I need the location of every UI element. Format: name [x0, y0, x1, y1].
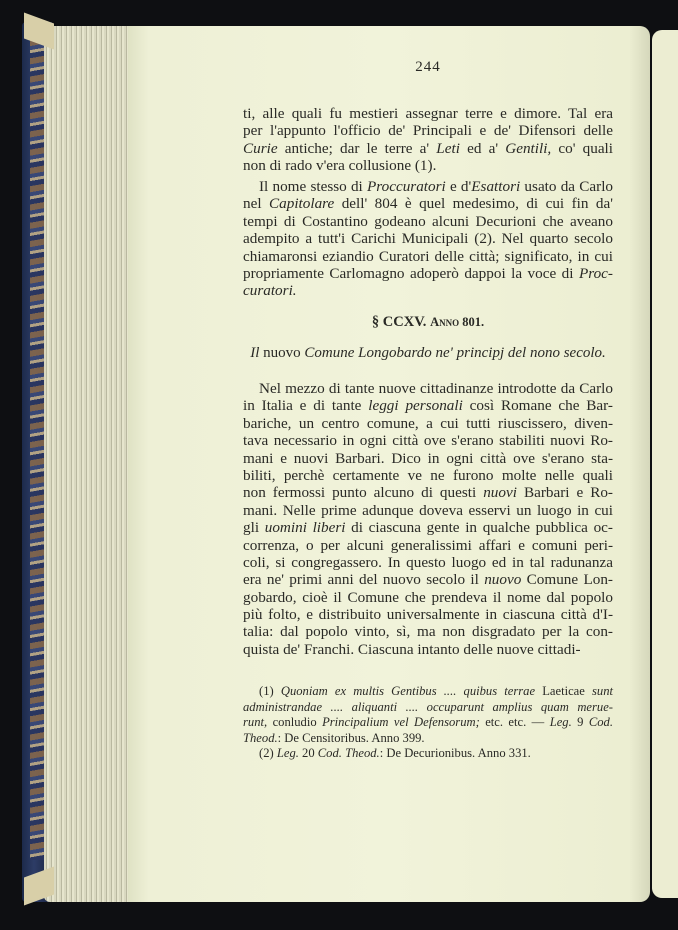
text-segment: in Italia e di tante [243, 397, 369, 415]
italic-text: Il [250, 345, 260, 361]
section-subtitle [243, 344, 613, 362]
italic-text: Quoniam ex multis Gentibus .... quibus terrae [280, 684, 536, 698]
paragraph-3 [243, 380, 613, 658]
text-line [243, 641, 613, 658]
italic-text: runt, [243, 715, 268, 730]
section-heading [243, 313, 613, 331]
italic-text: Esattori [471, 178, 521, 195]
footnotes [243, 684, 613, 762]
text-segment: gobardo, cioè il Comune che prendeva il nome dal popolo [243, 588, 613, 606]
text-segment: quista de' Franchi. Ciascuna intanto delle nuove cittadi- [243, 640, 581, 658]
text-segment: Barbari e Ro- [516, 484, 613, 502]
text-line [243, 450, 613, 467]
italic-text: Principalium vel Defensorum; [322, 715, 480, 730]
text-segment: Comune Lon- [521, 571, 613, 589]
text-segment: era ne' primi anni del nuovo secolo il [243, 571, 485, 589]
text-line [243, 105, 613, 122]
italic-text: Proc- [578, 264, 613, 282]
text-segment: ed a' [459, 139, 506, 157]
text-line [243, 248, 613, 265]
italic-text: Capitolare [269, 195, 335, 213]
italic-text: Leg. [276, 746, 299, 761]
text-segment: etc. etc. — [479, 715, 550, 730]
text-segment: tava necessario in ogni città ove s'erano stabiliti nuovi Ro- [243, 432, 613, 450]
text-segment: tempi di Costantino godeano alcuni Decurioni che aveano [243, 212, 613, 230]
text-segment: gli [243, 519, 265, 537]
text-segment: così Romane che Bar- [462, 397, 613, 415]
text-line [243, 519, 613, 536]
text-segment: correnza, o per alcuni generalissimi affari e comuni peri- [243, 536, 613, 554]
text-segment: dell' 804 è quel medesimo, di cui fin da' [334, 195, 613, 213]
text-line [243, 140, 613, 157]
text-line [243, 265, 613, 282]
text-line [243, 195, 613, 212]
text-line [243, 415, 613, 432]
text-line [243, 122, 613, 139]
marbled-edge [30, 40, 44, 860]
text-line [243, 282, 613, 299]
text-segment: coli, si congregassero. In questo luogo ed in tal radunanza [243, 553, 613, 571]
paragraph-1 [243, 105, 613, 175]
italic-text: leggi personali [368, 397, 463, 415]
text-line [243, 467, 613, 484]
italic-text: nuovo [484, 571, 522, 589]
text-line [243, 606, 613, 623]
italic-text: Cod. Theod. [317, 746, 380, 761]
text-segment: chiamaronsi eziandio Curatori delle città; significato, in cui [243, 247, 613, 265]
text-segment: usato da Carlo [520, 178, 614, 195]
text-segment: e d' [445, 178, 472, 195]
text-segment: biliti, perchè certamente ve ne furono molte nelle quali [243, 466, 613, 484]
text-line [243, 178, 613, 195]
text-segment: (2) [259, 746, 277, 761]
text-segment: bariche, un centro comune, a cui tutti riuscissero, diven- [243, 414, 613, 432]
italic-text: sunt [592, 684, 613, 698]
italic-text: Theod. [243, 730, 278, 745]
text-line [243, 502, 613, 519]
section-year: Anno 801. [430, 315, 485, 329]
text-line [243, 537, 613, 554]
text-line [243, 715, 613, 731]
text-segment: : De Censitoribus. Anno 399. [277, 730, 425, 745]
text-segment: talia: dal popolo vinto, sì, ma non disgradato per la con- [243, 623, 613, 641]
text-segment: Laeticae [535, 684, 592, 698]
paragraph-2 [243, 178, 613, 300]
italic-text: Leg. [549, 715, 572, 730]
italic-text: Cod. [588, 715, 614, 730]
text-segment: : De Decurionibus. Anno 331. [379, 746, 531, 761]
text-segment: non fermossi punto alcuno di questi [243, 484, 484, 502]
text-line [243, 684, 613, 700]
italic-text: curatori. [243, 282, 297, 300]
text-segment: antiche; dar le terre a' [277, 139, 437, 157]
text-line [243, 230, 613, 247]
page-number: 244 [415, 59, 441, 75]
text-segment: mani e nuovi Barbari. Dico in ogni città ove s'erano sta- [243, 449, 613, 467]
text-segment: mani. Nelle prime adunque doveva esservi un luogo in cui [243, 501, 613, 519]
text-segment: adempito a tutt'i Carichi Municipali (2). Nel quarto secolo [243, 230, 613, 248]
italic-text: Comune Longobardo ne' principj del nono secolo. [304, 345, 606, 361]
text-segment: 9 [571, 715, 589, 730]
text-segment: di ciascuna gente in qualche pubblica oc- [345, 519, 613, 537]
text-line [243, 213, 613, 230]
text-line [243, 623, 613, 640]
text-line [243, 484, 613, 501]
text-line [243, 432, 613, 449]
text-segment: nuovo [259, 345, 305, 361]
text-segment: conludio [267, 715, 323, 730]
section-number: § CCXV. [371, 314, 427, 330]
italic-text: nuovi [483, 484, 517, 502]
text-segment: non di rado v'era collusione (1). [243, 157, 437, 175]
text-segment: 20 [298, 746, 318, 761]
text-line [243, 157, 613, 174]
text-line [243, 746, 613, 762]
text-line [243, 700, 613, 716]
text-line [243, 731, 613, 747]
text-line [243, 397, 613, 414]
text-line [243, 571, 613, 588]
italic-text: Proccuratori [367, 178, 446, 195]
text-segment: Il nome stesso di [259, 178, 367, 195]
italic-text: Curie [243, 139, 278, 157]
italic-text: administrandae .... aliquanti .... occuparunt amplius quam merue- [243, 699, 613, 714]
text-segment: co' quali [551, 139, 613, 157]
italic-text: Gentili, [505, 139, 552, 157]
page-stack [44, 26, 132, 902]
italic-text: uomini liberi [264, 519, 346, 537]
text-line [243, 554, 613, 571]
italic-text: Leti [436, 139, 460, 157]
text-segment: nel [243, 195, 269, 213]
text-segment: per l'appunto l'officio de' Principali e de' Difensori delle [243, 122, 613, 140]
text-line [243, 380, 613, 397]
text-segment: più folto, e distribuito universalmente in ciascuna città d'I- [243, 606, 613, 624]
text-segment: (1) [259, 684, 281, 698]
text-segment: ti, alle quali fu mestieri assegnar terre e dimore. Tal era [243, 105, 613, 122]
text-line [243, 589, 613, 606]
text-segment: propriamente Carlomagno adoperò dappoi la voce di [243, 264, 579, 282]
text-segment: Nel mezzo di tante nuove cittadinanze introdotte da Carlo [259, 380, 613, 397]
facing-page-edge [652, 30, 678, 898]
